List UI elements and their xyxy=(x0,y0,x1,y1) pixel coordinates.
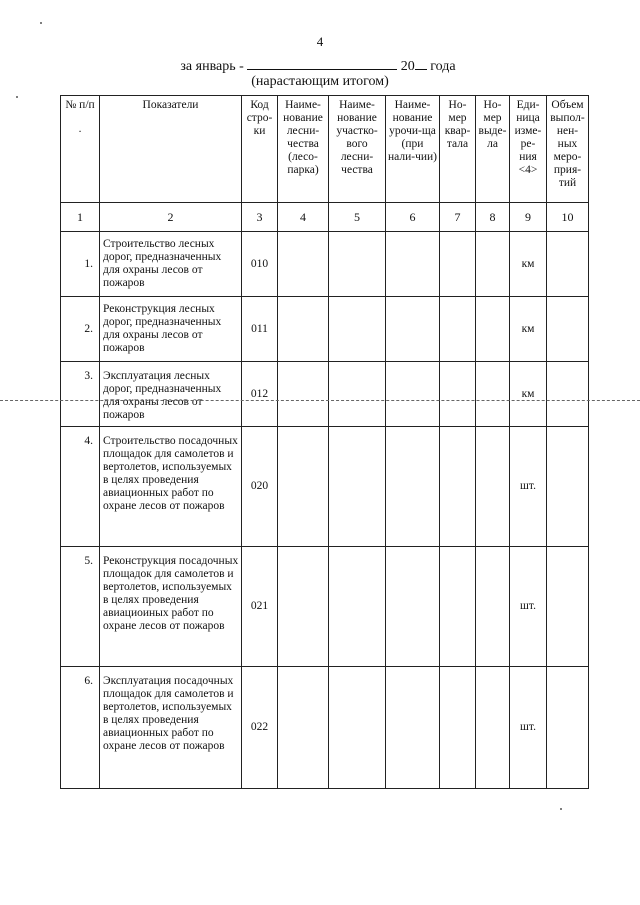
forestry-cell[interactable] xyxy=(278,547,329,667)
forestry-cell[interactable] xyxy=(278,362,329,427)
tract-cell[interactable] xyxy=(386,547,440,667)
quarter-cell[interactable] xyxy=(440,297,476,362)
table-row xyxy=(61,232,589,297)
row-index: 2. xyxy=(61,297,100,362)
row-indicator: Строительство лесных дорог, предназначенных для охраны лесов от пожаров xyxy=(100,232,242,297)
district-forestry-cell[interactable] xyxy=(329,362,386,427)
column-number: 7 xyxy=(440,203,476,232)
column-number-row xyxy=(61,203,589,232)
volume-cell[interactable] xyxy=(547,427,589,547)
district-forestry-cell[interactable] xyxy=(329,667,386,789)
row-unit: шт. xyxy=(510,667,547,789)
row-index: 5. xyxy=(61,547,100,667)
volume-cell[interactable] xyxy=(547,297,589,362)
quarter-cell[interactable] xyxy=(440,667,476,789)
quarter-cell[interactable] xyxy=(440,547,476,667)
header-cell: Наиме-нование урочи-ща (при нали-чии) xyxy=(386,96,440,203)
volume-cell[interactable] xyxy=(547,232,589,297)
scan-speck xyxy=(16,96,18,98)
quarter-cell[interactable] xyxy=(440,362,476,427)
row-indicator: Реконструкция посадочных площадок для самолетов и вертолетов, используемых в целях проведения авиациоиных работ по охране лесов от пожаров xyxy=(100,547,242,667)
row-indicator: Эксплуатация лесных дорог, предназначенных для охраны лесов от пожаров xyxy=(100,362,242,427)
column-number: 9 xyxy=(510,203,547,232)
forestry-cell[interactable] xyxy=(278,427,329,547)
header-row xyxy=(61,96,589,203)
header-cell: Наиме-нование лесни-чества (лесо-парка) xyxy=(278,96,329,203)
row-unit: км xyxy=(510,362,547,427)
quarter-cell[interactable] xyxy=(440,232,476,297)
allotment-cell[interactable] xyxy=(476,362,510,427)
tract-cell[interactable] xyxy=(386,232,440,297)
period-line xyxy=(0,57,640,74)
heading-subtitle: (нарастающим итогом) xyxy=(251,74,389,89)
allotment-cell[interactable] xyxy=(476,232,510,297)
table-row xyxy=(61,547,589,667)
row-indicator: Эксплуатация посадочных площадок для самолетов и вертолетов, используемых в целях проведения авиационных работ по охране лесов от пожаров xyxy=(100,667,242,789)
allotment-cell[interactable] xyxy=(476,547,510,667)
row-unit: км xyxy=(510,297,547,362)
row-code: 022 xyxy=(242,667,278,789)
column-number: 8 xyxy=(476,203,510,232)
row-unit: шт. xyxy=(510,547,547,667)
tract-cell[interactable] xyxy=(386,297,440,362)
column-number: 2 xyxy=(100,203,242,232)
row-code: 010 xyxy=(242,232,278,297)
column-number: 10 xyxy=(547,203,589,232)
row-index: 4. xyxy=(61,427,100,547)
volume-cell[interactable] xyxy=(547,667,589,789)
district-forestry-cell[interactable] xyxy=(329,547,386,667)
scan-speck xyxy=(40,22,42,24)
allotment-cell[interactable] xyxy=(476,297,510,362)
header-cell: Но-мер квар-тала xyxy=(440,96,476,203)
forestry-cell[interactable] xyxy=(278,297,329,362)
scan-speck xyxy=(560,808,562,810)
volume-cell[interactable] xyxy=(547,547,589,667)
row-index: 6. xyxy=(61,667,100,789)
tract-cell[interactable] xyxy=(386,427,440,547)
row-index: 1. xyxy=(61,232,100,297)
column-number: 3 xyxy=(242,203,278,232)
year-suffix: года xyxy=(430,59,456,74)
page-fold-line xyxy=(0,400,640,401)
table-row xyxy=(61,362,589,427)
header-cell: Наиме-нование участко-вого лесни-чества xyxy=(329,96,386,203)
row-unit: шт. xyxy=(510,427,547,547)
row-code: 020 xyxy=(242,427,278,547)
header-cell: Но-мер выде-ла xyxy=(476,96,510,203)
header-label: № п/п xyxy=(65,99,95,111)
period-prefix: за январь - xyxy=(180,59,244,74)
district-forestry-cell[interactable] xyxy=(329,232,386,297)
tract-cell[interactable] xyxy=(386,362,440,427)
district-forestry-cell[interactable] xyxy=(329,427,386,547)
table-row xyxy=(61,297,589,362)
page-number: 4 xyxy=(316,34,324,49)
table-row xyxy=(61,427,589,547)
row-indicator: Строительство посадочных площадок для самолетов и вертолетов, используемых в целях проведения авиационных работ по охране лесов от пожаров xyxy=(100,427,242,547)
forestry-cell[interactable] xyxy=(278,232,329,297)
header-cell xyxy=(61,96,100,203)
volume-cell[interactable] xyxy=(547,362,589,427)
forestry-cell[interactable] xyxy=(278,667,329,789)
row-code: 011 xyxy=(242,297,278,362)
header-mark: · xyxy=(78,126,82,138)
header-cell: Показатели xyxy=(100,96,242,203)
column-number: 5 xyxy=(329,203,386,232)
report-table xyxy=(60,95,589,789)
header-cell: Еди-ница изме-ре-ния <4> xyxy=(510,96,547,203)
report-heading xyxy=(0,57,640,89)
column-number: 6 xyxy=(386,203,440,232)
header-cell: Объем выпол-нен-ных меро-прия-тий xyxy=(547,96,589,203)
row-unit: км xyxy=(510,232,547,297)
allotment-cell[interactable] xyxy=(476,427,510,547)
row-indicator: Реконструкция лесных дорог, предназначенных для охраны лесов от пожаров xyxy=(100,297,242,362)
column-number: 1 xyxy=(61,203,100,232)
row-code: 021 xyxy=(242,547,278,667)
year-blank xyxy=(415,57,427,70)
district-forestry-cell[interactable] xyxy=(329,297,386,362)
table-row xyxy=(61,667,589,789)
tract-cell[interactable] xyxy=(386,667,440,789)
period-blank xyxy=(247,57,397,70)
row-index: 3. xyxy=(61,362,100,427)
row-code: 012 xyxy=(242,362,278,427)
year-prefix: 20 xyxy=(400,59,415,74)
quarter-cell[interactable] xyxy=(440,427,476,547)
header-cell: Код стро-ки xyxy=(242,96,278,203)
allotment-cell[interactable] xyxy=(476,667,510,789)
column-number: 4 xyxy=(278,203,329,232)
